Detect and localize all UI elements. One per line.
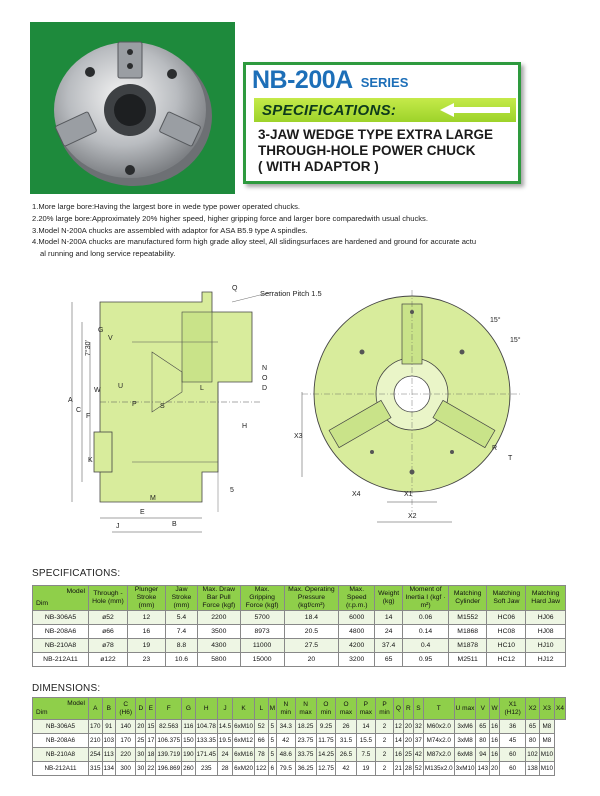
column-header: E: [146, 698, 156, 720]
value-cell: 82.563: [156, 720, 182, 734]
dim-letter-x3: X3: [294, 433, 303, 440]
value-cell: 3xM6: [454, 720, 476, 734]
model-cell: NB-210A8: [33, 748, 89, 762]
feature-item: 4.Model N-200A chucks are manufactured form high grade alloy steel, All slidingsurfaces are hardened and ground for accurate actu: [32, 237, 477, 247]
column-header: Plunger Stroke (mm): [127, 586, 165, 611]
value-cell: 6xM10: [233, 720, 255, 734]
dim-letter-h: H: [242, 423, 248, 430]
header-dim-label: Dim: [36, 600, 49, 607]
value-cell: 91: [102, 720, 116, 734]
column-header: Max. Operating Pressure (kgf/cm²): [284, 586, 339, 611]
column-header: R: [403, 698, 413, 720]
value-cell: 11000: [240, 639, 284, 653]
header-dim-label: Dim: [36, 709, 48, 716]
value-cell: HC08: [487, 625, 526, 639]
value-cell: 5: [268, 734, 276, 748]
value-cell: 80: [526, 734, 540, 748]
value-cell: 170: [89, 720, 103, 734]
value-cell: 196.869: [156, 762, 182, 776]
dim-letter-q: Q: [232, 285, 238, 292]
value-cell: 4200: [339, 639, 375, 653]
column-header: J: [217, 698, 232, 720]
value-cell: 26: [336, 720, 356, 734]
value-cell: 4800: [339, 625, 375, 639]
value-cell: 104.78: [195, 720, 217, 734]
technical-drawing: [32, 282, 572, 538]
value-cell: M74x2.0: [423, 734, 454, 748]
product-description: [258, 127, 516, 175]
value-cell: 17: [146, 734, 156, 748]
series-word: SERIES: [360, 75, 409, 90]
value-cell: 20: [284, 653, 339, 667]
value-cell: 2: [376, 748, 394, 762]
value-cell: 20: [490, 762, 500, 776]
column-header: G: [182, 698, 196, 720]
feature-item: 3.Model N-200A chucks are assembled with adaptor for ASA B5.9 type A spindles.: [32, 225, 308, 235]
value-cell: 140: [116, 720, 136, 734]
value-cell: 25: [403, 748, 413, 762]
column-header: Through -Hole (mm): [89, 586, 128, 611]
product-line-3: ( WITH ADAPTOR ): [258, 159, 379, 174]
value-cell: 5700: [240, 611, 284, 625]
feature-item: al running and long service repeatability.: [40, 249, 176, 259]
column-header: F: [156, 698, 182, 720]
column-header: O max: [336, 698, 356, 720]
value-cell: HJ12: [526, 653, 566, 667]
value-cell: 14: [393, 734, 403, 748]
value-cell: ø52: [89, 611, 128, 625]
value-cell: 8973: [240, 625, 284, 639]
value-cell: 2: [376, 720, 394, 734]
value-cell: M135x2.0: [423, 762, 454, 776]
value-cell: 30: [136, 748, 146, 762]
column-header: Q: [393, 698, 403, 720]
column-header: Weight (kg): [375, 586, 403, 611]
table-row: [33, 734, 566, 748]
value-cell: 139.719: [156, 748, 182, 762]
value-cell: 15.5: [356, 734, 376, 748]
table-header-row: [33, 586, 566, 611]
value-cell: 20.5: [284, 625, 339, 639]
column-header: S: [413, 698, 423, 720]
column-header: O min: [316, 698, 336, 720]
value-cell: 3500: [197, 625, 240, 639]
angle-15-label-2: 15°: [510, 337, 521, 344]
value-cell: 20: [403, 720, 413, 734]
table-row: [33, 625, 566, 639]
model-cell: NB-306A5: [33, 720, 89, 734]
value-cell: 0.95: [403, 653, 449, 667]
value-cell: 11.75: [316, 734, 336, 748]
dimensions-table: [32, 697, 566, 776]
value-cell: M8: [539, 720, 554, 734]
column-header: A: [89, 698, 103, 720]
value-cell: 3xM8: [454, 734, 476, 748]
dim-letter-t: T: [508, 455, 513, 462]
column-header: X1 (H12): [500, 698, 526, 720]
value-cell: 16: [490, 748, 500, 762]
value-cell: 79.5: [276, 762, 295, 776]
dim-letter-p: P: [132, 401, 137, 408]
value-cell: 18.25: [295, 720, 316, 734]
value-cell: 122: [255, 762, 269, 776]
dim-letter-f: F: [86, 413, 91, 420]
value-cell: 3200: [339, 653, 375, 667]
value-cell: 113: [102, 748, 116, 762]
value-cell: 18.4: [284, 611, 339, 625]
column-header: D: [136, 698, 146, 720]
value-cell: M1552: [448, 611, 487, 625]
value-cell: 32: [413, 720, 423, 734]
value-cell: 2: [376, 762, 394, 776]
series-name: NB-200A: [252, 65, 353, 94]
value-cell: M10: [539, 748, 554, 762]
value-cell: ø66: [89, 625, 128, 639]
angle-label: 7°30': [85, 340, 92, 356]
column-header: W: [490, 698, 500, 720]
column-header: V: [476, 698, 490, 720]
value-cell: 65: [375, 653, 403, 667]
table-row: [33, 762, 566, 776]
column-header: H: [195, 698, 217, 720]
value-cell: 254: [89, 748, 103, 762]
specifications-label: SPECIFICATIONS:: [262, 101, 397, 119]
value-cell: 28: [403, 762, 413, 776]
column-header: X2: [526, 698, 540, 720]
dim-letter-x1: X1: [404, 491, 413, 498]
model-cell: NB-208A6: [33, 734, 89, 748]
value-cell: 3xM10: [454, 762, 476, 776]
value-cell: HJ10: [526, 639, 566, 653]
value-cell: HJ08: [526, 625, 566, 639]
table-row: [33, 653, 566, 667]
value-cell: 16: [393, 748, 403, 762]
value-cell: 190: [182, 748, 196, 762]
dim-letter-j: J: [116, 523, 120, 530]
dim-letter-d: D: [262, 385, 268, 392]
table-header-row: [33, 698, 566, 720]
value-cell: 2: [376, 734, 394, 748]
value-cell: 0.14: [403, 625, 449, 639]
column-header: K: [233, 698, 255, 720]
value-cell: 30: [136, 762, 146, 776]
value-cell: 6: [268, 762, 276, 776]
value-cell: 16: [490, 720, 500, 734]
dim-letter-s: S: [160, 403, 165, 410]
specifications-section-title: SPECIFICATIONS:: [32, 568, 121, 579]
value-cell: 94: [476, 748, 490, 762]
feature-list: [32, 201, 572, 260]
value-cell: 48.6: [276, 748, 295, 762]
value-cell: 14.25: [316, 748, 336, 762]
value-cell: 2200: [197, 611, 240, 625]
value-cell: 45: [500, 734, 526, 748]
value-cell: 37: [413, 734, 423, 748]
angle-15-label-1: 15°: [490, 317, 501, 324]
value-cell: 27.5: [284, 639, 339, 653]
dim-letter-m: M: [150, 495, 156, 502]
value-cell: 143: [476, 762, 490, 776]
dim-letter-o: O: [262, 375, 268, 382]
header-model-label: Model: [66, 588, 85, 595]
dim-letter-l: L: [200, 385, 204, 392]
dim-letter-u: U: [118, 383, 124, 390]
value-cell: ø78: [89, 639, 128, 653]
value-cell: M10: [539, 762, 554, 776]
value-cell: 235: [195, 762, 217, 776]
value-cell: 23: [127, 653, 165, 667]
feature-item: 1.More large bore:Having the largest bore in wede type power operated chucks.: [32, 202, 301, 211]
value-cell: HJ06: [526, 611, 566, 625]
value-cell: M8: [539, 734, 554, 748]
value-cell: HC06: [487, 611, 526, 625]
value-cell: 5: [268, 720, 276, 734]
value-cell: 116: [182, 720, 196, 734]
value-cell: 26.5: [336, 748, 356, 762]
value-cell: 315: [89, 762, 103, 776]
value-cell: 42: [413, 748, 423, 762]
value-cell: 28: [217, 762, 232, 776]
value-cell: 6xM20: [233, 762, 255, 776]
table-row: [33, 639, 566, 653]
value-cell: 16: [127, 625, 165, 639]
value-cell: 36.25: [295, 762, 316, 776]
column-header: C (H6): [116, 698, 136, 720]
value-cell: 24: [217, 748, 232, 762]
column-header: N max: [295, 698, 316, 720]
value-cell: 0.4: [403, 639, 449, 653]
value-cell: 210: [89, 734, 103, 748]
value-cell: 20: [403, 734, 413, 748]
value-cell: 60: [500, 748, 526, 762]
value-cell: 9.25: [316, 720, 336, 734]
value-cell: 0.06: [403, 611, 449, 625]
value-cell: 65: [476, 720, 490, 734]
column-header: M: [268, 698, 276, 720]
column-header: X4: [554, 698, 565, 720]
specifications-bar: [254, 98, 516, 122]
specifications-table: [32, 585, 566, 667]
value-cell: 6xM8: [454, 748, 476, 762]
value-cell: 19: [356, 762, 376, 776]
dim-letter-v: V: [108, 335, 113, 342]
value-cell: 8.8: [165, 639, 197, 653]
column-header: Jaw Stroke (mm): [165, 586, 197, 611]
arrow-left-icon: [440, 103, 510, 117]
value-cell: 12: [127, 611, 165, 625]
dim-letter-n: N: [262, 365, 268, 372]
value-cell: 14: [375, 611, 403, 625]
column-header: Max. Gripping Force (kgf): [240, 586, 284, 611]
value-cell: 14.5: [217, 720, 232, 734]
value-cell: 60: [500, 762, 526, 776]
model-cell: NB-212A11: [33, 653, 89, 667]
value-cell: 15: [146, 720, 156, 734]
value-cell: 24: [375, 625, 403, 639]
column-header: Max. Draw Bar Pull Force (kgf): [197, 586, 240, 611]
value-cell: 6xM16: [233, 748, 255, 762]
value-cell: M87x2.0: [423, 748, 454, 762]
value-cell: 19: [127, 639, 165, 653]
dim-letter-r: R: [492, 445, 498, 452]
value-cell: 6xM12: [233, 734, 255, 748]
value-cell: 7.4: [165, 625, 197, 639]
value-cell: M1878: [448, 639, 487, 653]
value-cell: M60x2.0: [423, 720, 454, 734]
model-cell: NB-210A8: [33, 639, 89, 653]
value-cell: 5.4: [165, 611, 197, 625]
dim-letter-a: A: [68, 397, 73, 404]
value-cell: 18: [146, 748, 156, 762]
value-cell: 260: [182, 762, 196, 776]
column-header: Max. Speed (r.p.m.): [339, 586, 375, 611]
table-row: [33, 611, 566, 625]
value-cell: 220: [116, 748, 136, 762]
chuck-photo-illustration: [30, 22, 235, 194]
dim-letter-e: E: [140, 509, 145, 516]
value-cell: 4300: [197, 639, 240, 653]
value-cell: 5: [268, 748, 276, 762]
value-cell: 5800: [197, 653, 240, 667]
value-cell: 133.35: [195, 734, 217, 748]
dim-letter-g: G: [98, 327, 104, 334]
value-cell: 16: [490, 734, 500, 748]
value-cell: 103: [102, 734, 116, 748]
value-cell: 138: [526, 762, 540, 776]
value-cell: 52: [413, 762, 423, 776]
feature-item: 2.20% large bore:Approximately 20% higher speed, higher gripping force and larger bore comparedwith usual chucks.: [32, 213, 428, 223]
value-cell: 170: [116, 734, 136, 748]
value-cell: ø122: [89, 653, 128, 667]
value-cell: HC10: [487, 639, 526, 653]
column-header: Matching Hard Jaw: [526, 586, 566, 611]
value-cell: 34.3: [276, 720, 295, 734]
column-header: T: [423, 698, 454, 720]
column-header: L: [255, 698, 269, 720]
model-dim-header: [33, 698, 89, 720]
dim-letter-w: W: [94, 387, 101, 394]
front-view: [302, 290, 522, 522]
dim-letter-x2: X2: [408, 513, 417, 520]
value-cell: HC12: [487, 653, 526, 667]
table-row: [33, 720, 566, 734]
value-cell: 80: [476, 734, 490, 748]
drawing-svg: [32, 282, 572, 538]
value-cell: 33.75: [295, 748, 316, 762]
value-cell: 300: [116, 762, 136, 776]
value-cell: 15000: [240, 653, 284, 667]
dim-letter-b: B: [172, 521, 177, 528]
column-header: P min: [376, 698, 394, 720]
column-header: B: [102, 698, 116, 720]
value-cell: 37.4: [375, 639, 403, 653]
column-header: Moment of Inertia I (kgf · m²): [403, 586, 449, 611]
value-cell: 21: [393, 762, 403, 776]
value-cell: M2511: [448, 653, 487, 667]
column-header: Matching Cylinder: [448, 586, 487, 611]
product-photo: [30, 22, 235, 194]
dim-letter-c: C: [76, 407, 82, 414]
value-cell: 10.6: [165, 653, 197, 667]
value-cell: 14: [356, 720, 376, 734]
header-model-label: Model: [67, 700, 85, 707]
value-cell: 7.5: [356, 748, 376, 762]
value-cell: 66: [255, 734, 269, 748]
value-cell: 150: [182, 734, 196, 748]
value-cell: 42: [276, 734, 295, 748]
value-cell: M1868: [448, 625, 487, 639]
dim-letter-k: K: [88, 457, 93, 464]
value-cell: 36: [500, 720, 526, 734]
value-cell: 12.75: [316, 762, 336, 776]
value-cell: 171.45: [195, 748, 217, 762]
model-dim-header: [33, 586, 89, 611]
dim-letter-5: 5: [230, 487, 234, 494]
table-row: [33, 748, 566, 762]
value-cell: 65: [526, 720, 540, 734]
value-cell: 23.75: [295, 734, 316, 748]
model-cell: NB-306A5: [33, 611, 89, 625]
value-cell: 12: [393, 720, 403, 734]
value-cell: 20: [136, 720, 146, 734]
value-cell: 42: [336, 762, 356, 776]
dimensions-section-title: DIMENSIONS:: [32, 683, 101, 694]
value-cell: 19.5: [217, 734, 232, 748]
value-cell: 102: [526, 748, 540, 762]
model-cell: NB-208A6: [33, 625, 89, 639]
model-cell: NB-212A11: [33, 762, 89, 776]
title-panel: [243, 62, 521, 184]
product-line-2: THROUGH-HOLE POWER CHUCK: [258, 143, 476, 158]
column-header: U max: [454, 698, 476, 720]
serration-pitch-label: Serration Pitch 1.5: [260, 289, 322, 298]
value-cell: 22: [146, 762, 156, 776]
dim-letter-x4: X4: [352, 491, 361, 498]
column-header: N min: [276, 698, 295, 720]
column-header: X3: [539, 698, 554, 720]
series-banner: [246, 65, 518, 95]
value-cell: 25: [136, 734, 146, 748]
value-cell: 6000: [339, 611, 375, 625]
value-cell: 78: [255, 748, 269, 762]
value-cell: 134: [102, 762, 116, 776]
value-cell: 106.375: [156, 734, 182, 748]
value-cell: 52: [255, 720, 269, 734]
column-header: P max: [356, 698, 376, 720]
value-cell: 31.5: [336, 734, 356, 748]
product-line-1: 3-JAW WEDGE TYPE EXTRA LARGE: [258, 127, 494, 142]
column-header: Matching Soft Jaw: [487, 586, 526, 611]
